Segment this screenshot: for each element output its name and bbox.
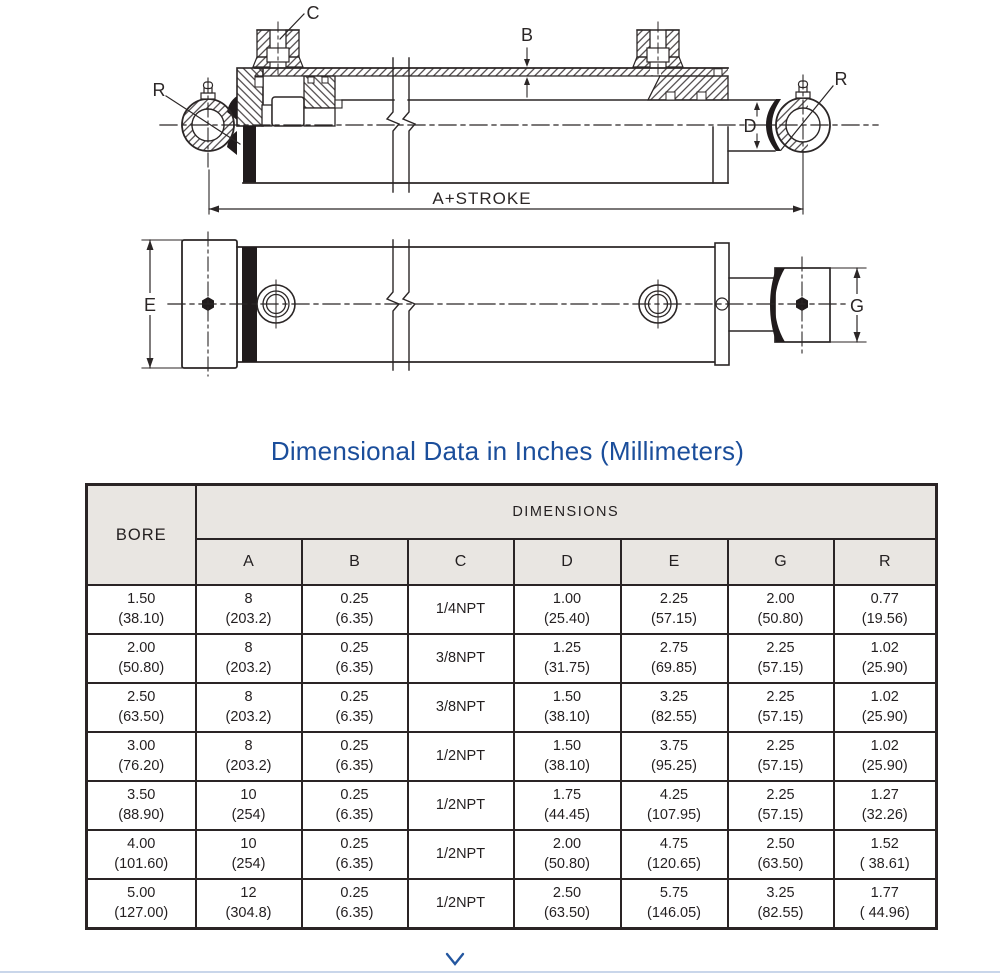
table-row [87,732,937,781]
value-cell: 1.02 (25.90) [834,732,937,781]
table-body [87,585,937,929]
table-row [87,585,937,634]
value-cell: 3.25 (82.55) [621,683,728,732]
value-cell: 10 (254) [196,830,302,879]
value-cell: 4.75 (120.65) [621,830,728,879]
column-header-e: E [621,539,728,585]
label-a-stroke: A+STROKE [432,189,532,208]
value-cell: 3/8NPT [408,683,514,732]
value-cell: 0.25 (6.35) [302,781,408,830]
port-fitting-right [633,22,683,74]
value-cell: 2.25 (57.15) [728,683,834,732]
value-cell: 1.02 (25.90) [834,634,937,683]
value-cell: 0.77 (19.56) [834,585,937,634]
dim-letters-row [87,539,937,585]
label-b-wall: B [520,25,534,45]
value-cell: 1/2NPT [408,830,514,879]
bore-cell: 4.00 (101.60) [87,830,196,879]
label-r-left: R [152,80,166,100]
label-c-port: C [306,3,320,23]
value-cell: 2.50 (63.50) [728,830,834,879]
value-cell: 2.25 (57.15) [728,781,834,830]
bore-column-header: BORE [87,485,196,586]
value-cell: 1.75 (44.45) [514,781,621,830]
value-cell: 0.25 (6.35) [302,732,408,781]
value-cell: 0.25 (6.35) [302,830,408,879]
value-cell: 1.50 (38.10) [514,732,621,781]
value-cell: 2.25 (57.15) [621,585,728,634]
value-cell: 1.00 (25.40) [514,585,621,634]
column-header-c: C [408,539,514,585]
chevron-down-icon[interactable] [440,950,470,970]
value-cell: 10 (254) [196,781,302,830]
dimensional-data-table [85,483,938,930]
table-row [87,781,937,830]
bore-cell: 5.00 (127.00) [87,879,196,929]
label-r-right: R [834,69,848,89]
label-d-rod: D [743,116,757,136]
table-row [87,830,937,879]
column-header-d: D [514,539,621,585]
value-cell: 1.77 ( 44.96) [834,879,937,929]
value-cell: 0.25 (6.35) [302,585,408,634]
dimensions-header: DIMENSIONS [196,485,937,540]
column-header-r: R [834,539,937,585]
value-cell: 8 (203.2) [196,634,302,683]
value-cell: 2.25 (57.15) [728,732,834,781]
value-cell: 2.00 (50.80) [514,830,621,879]
value-cell: 0.25 (6.35) [302,634,408,683]
label-e-height: E [143,295,157,315]
plan-view-drawing [140,232,867,376]
bottom-divider [0,971,1000,973]
value-cell: 0.25 (6.35) [302,879,408,929]
bore-cell: 3.50 (88.90) [87,781,196,830]
bore-cell: 3.00 (76.20) [87,732,196,781]
value-cell: 1.02 (25.90) [834,683,937,732]
value-cell: 2.25 (57.15) [728,634,834,683]
side-view-drawing [153,3,879,214]
column-header-g: G [728,539,834,585]
value-cell: 12 (304.8) [196,879,302,929]
table-row [87,683,937,732]
table-row [87,879,937,929]
value-cell: 1/2NPT [408,879,514,929]
cylinder-technical-drawing [0,0,1000,430]
value-cell: 8 (203.2) [196,585,302,634]
value-cell: 0.25 (6.35) [302,683,408,732]
value-cell: 3/8NPT [408,634,514,683]
value-cell: 1/4NPT [408,585,514,634]
value-cell: 2.00 (50.80) [728,585,834,634]
bore-cell: 2.00 (50.80) [87,634,196,683]
value-cell: 5.75 (146.05) [621,879,728,929]
value-cell: 8 (203.2) [196,683,302,732]
value-cell: 1.25 (31.75) [514,634,621,683]
port-fitting-left [253,22,303,74]
bore-cell: 1.50 (38.10) [87,585,196,634]
bore-cell: 2.50 (63.50) [87,683,196,732]
value-cell: 2.75 (69.85) [621,634,728,683]
page-title: Dimensional Data in Inches (Millimeters) [270,436,745,466]
value-cell: 1.52 ( 38.61) [834,830,937,879]
value-cell: 3.25 (82.55) [728,879,834,929]
column-header-b: B [302,539,408,585]
value-cell: 1/2NPT [408,732,514,781]
column-header-a: A [196,539,302,585]
label-g-height: G [849,296,865,316]
value-cell: 4.25 (107.95) [621,781,728,830]
value-cell: 1/2NPT [408,781,514,830]
value-cell: 2.50 (63.50) [514,879,621,929]
value-cell: 8 (203.2) [196,732,302,781]
value-cell: 1.50 (38.10) [514,683,621,732]
table-row [87,634,937,683]
value-cell: 3.75 (95.25) [621,732,728,781]
value-cell: 1.27 (32.26) [834,781,937,830]
